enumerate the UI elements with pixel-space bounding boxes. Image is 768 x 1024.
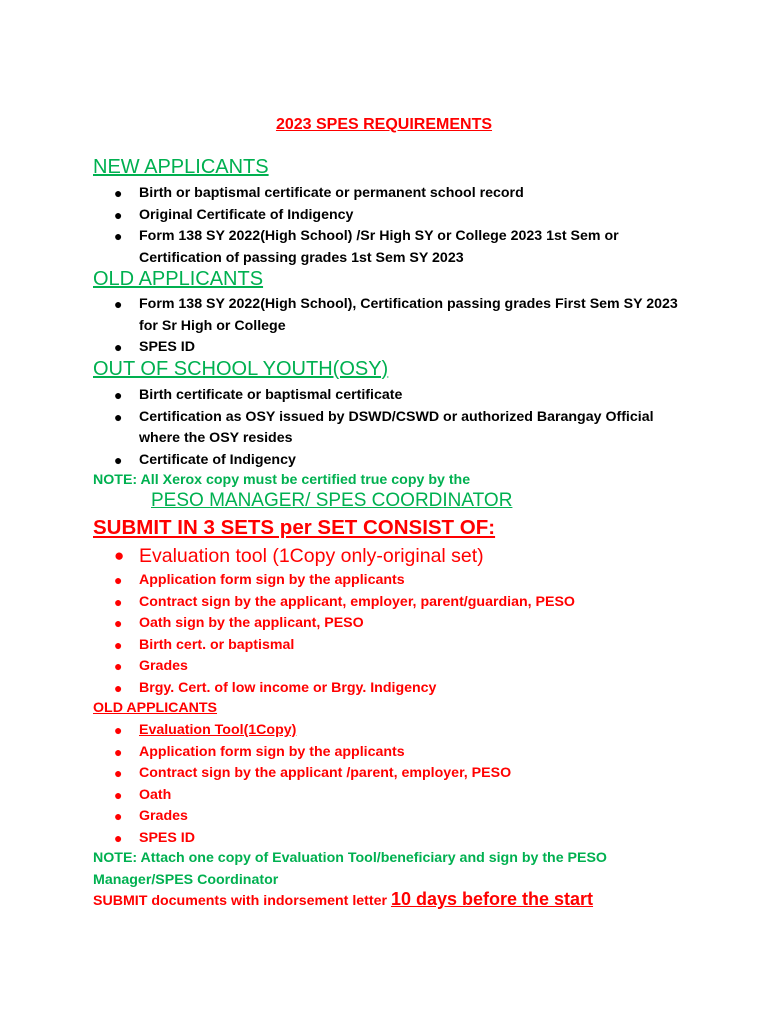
page-title: 2023 SPES REQUIREMENTS: [275, 116, 493, 133]
list-item: ● Contract sign by the applicant, employer, parent/guardian, PESO: [0, 592, 768, 614]
bullet-icon: ●: [114, 296, 123, 312]
osy-heading: OUT OF SCHOOL YOUTH(OSY): [93, 358, 389, 380]
peso-manager-heading: PESO MANAGER/ SPES COORDINATOR: [151, 490, 513, 511]
bullet-icon: ●: [114, 228, 123, 244]
bullet-icon: ●: [114, 765, 123, 781]
list-item: ● Oath: [0, 785, 768, 807]
old-applicants-2-list: [0, 720, 768, 849]
bullet-icon: ●: [114, 658, 123, 674]
submit-sets-list: [0, 542, 768, 699]
old-applicants-list: [0, 294, 768, 359]
bullet-icon: ●: [114, 722, 123, 738]
bullet-icon: ●: [114, 408, 123, 425]
list-item: ● Form 138 SY 2022(High School), Certification passing grades First Sem SY 2023 for Sr High or College: [114, 296, 678, 334]
bullet-icon: ●: [114, 572, 123, 588]
bullet-icon: ●: [114, 546, 125, 565]
list-item: ● Birth or baptismal certificate or permanent school record: [0, 183, 768, 205]
list-item: ● Contract sign by the applicant /parent, employer, PESO: [0, 763, 768, 785]
list-item: ● Application form sign by the applicants: [0, 570, 768, 592]
list-item: ● Original Certificate of Indigency: [0, 205, 768, 227]
osy-list: [0, 385, 768, 471]
submission-deadline: [93, 889, 593, 910]
list-item: ● Brgy. Cert. of low income or Brgy. Indigency: [0, 678, 768, 700]
old-applicants-2-heading: OLD APPLICANTS: [93, 700, 218, 716]
bullet-icon: ●: [114, 339, 123, 355]
list-item: ● Certification as OSY issued by DSWD/CSWD or authorized Barangay Official where the OSY resides: [114, 408, 654, 446]
submit-sets-heading: SUBMIT IN 3 SETS per SET CONSIST OF:: [93, 516, 496, 539]
list-item: ● SPES ID: [0, 828, 768, 850]
deadline-emphasis: 10 days before the start: [390, 889, 594, 909]
list-item: ● Birth certificate or baptismal certificate: [0, 385, 768, 407]
bullet-icon: ●: [114, 786, 123, 803]
bullet-icon: ●: [114, 636, 123, 653]
list-item: ● Birth cert. or baptismal: [0, 635, 768, 657]
list-item: ● Form 138 SY 2022(High School) /Sr High SY or College 2023 1st Sem or Certification of passing grades 1st Sem SY 2023: [114, 228, 619, 266]
list-item: ● Certificate of Indigency: [0, 450, 768, 472]
certified-copy-note: NOTE: All Xerox copy must be certified true copy by the: [93, 472, 471, 488]
bullet-icon: ●: [114, 387, 123, 403]
bullet-icon: ●: [114, 679, 123, 696]
bullet-icon: ●: [114, 206, 123, 223]
bullet-icon: ●: [114, 615, 123, 631]
list-item: ● Grades: [0, 806, 768, 828]
list-item: ● SPES ID: [0, 337, 768, 359]
bullet-icon: ●: [114, 829, 123, 846]
list-item: ● Grades: [0, 656, 768, 678]
list-item: ● Oath sign by the applicant, PESO: [0, 613, 768, 635]
submission-text: SUBMIT documents with indorsement letter: [93, 893, 391, 909]
old-applicants-heading: OLD APPLICANTS: [93, 268, 264, 290]
list-item: ● Evaluation Tool(1Copy): [0, 720, 768, 742]
bullet-icon: ●: [114, 593, 123, 610]
evaluation-tool-note: NOTE: Attach one copy of Evaluation Tool/beneficiary and sign by the PESO Manager/SPES Coordinator: [93, 850, 607, 888]
list-item: ● Application form sign by the applicants: [0, 742, 768, 764]
bullet-icon: ●: [114, 451, 123, 468]
new-applicants-heading: NEW APPLICANTS: [93, 156, 269, 178]
bullet-icon: ●: [114, 185, 123, 201]
bullet-icon: ●: [114, 808, 123, 824]
new-applicants-list: [0, 183, 768, 269]
list-item: ● Evaluation tool (1Copy only-original set): [0, 542, 768, 570]
bullet-icon: ●: [114, 743, 123, 760]
